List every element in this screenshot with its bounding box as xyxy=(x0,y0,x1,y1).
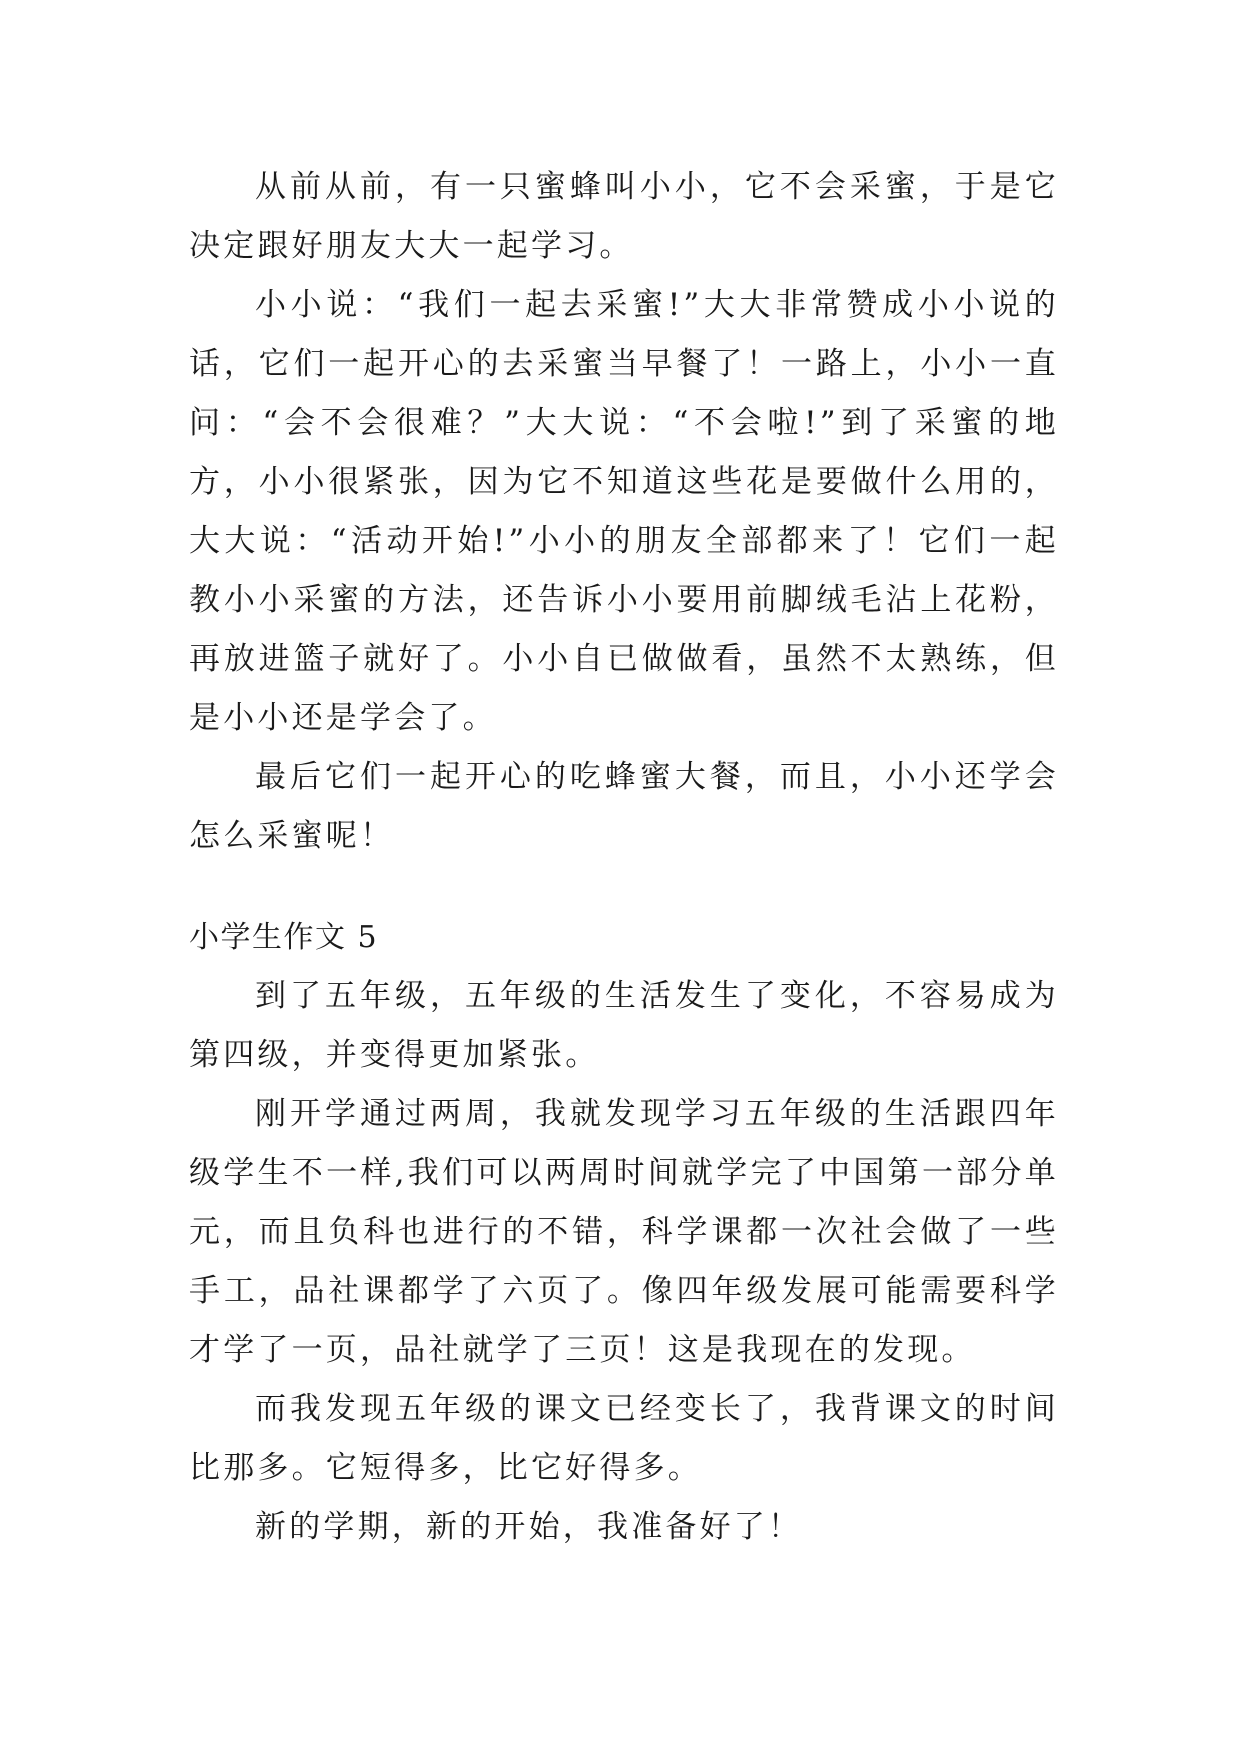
story-paragraph-1: 从前从前，有一只蜜蜂叫小小，它不会采蜜，于是它决定跟好朋友大大一起学习。 xyxy=(189,169,1059,264)
story-paragraph-2: 小小说：“我们一起去采蜜!”大大非常赞成小小说的话，它们一起开心的去采蜜当早餐了！一路上，小小一直问：“会不会很难？”大大说：“不会啦!”到了采蜜的地方，小小很紧张，因为它不知道这些花是要做什么用的，大大说：“活动开始!”小小的朋友全部都来了！它们一起教小小采蜜的方法，还告诉小小要用前脚绒毛沾上花粉，再放进篮子就好了。小小自已做做看，虽然不太熟练，但是小小还是学会了。 xyxy=(189,287,1059,736)
essay-paragraph-3: 而我发现五年级的课文已经变长了，我背课文的时间比那多。它短得多，比它好得多。 xyxy=(189,1391,1059,1486)
essay-paragraph-2: 刚开学通过两周，我就发现学习五年级的生活跟四年级学生不一样,我们可以两周时间就学完了中国第一部分单元，而且负科也进行的不错，科学课都一次社会做了一些手工，品社课都学了六页了。像四年级发展可能需要科学才学了一页，品社就学了三页！这是我现在的发现。 xyxy=(189,1096,1059,1368)
section-title: 小学生作文 5 xyxy=(189,920,379,955)
essay-paragraph-1: 到了五年级，五年级的生活发生了变化，不容易成为第四级，并变得更加紧张。 xyxy=(189,978,1059,1073)
document-page xyxy=(189,158,1059,1557)
story-paragraph-3: 最后它们一起开心的吃蜂蜜大餐，而且，小小还学会怎么采蜜呢！ xyxy=(189,759,1059,854)
essay-paragraph-4: 新的学期，新的开始，我准备好了！ xyxy=(255,1509,803,1545)
